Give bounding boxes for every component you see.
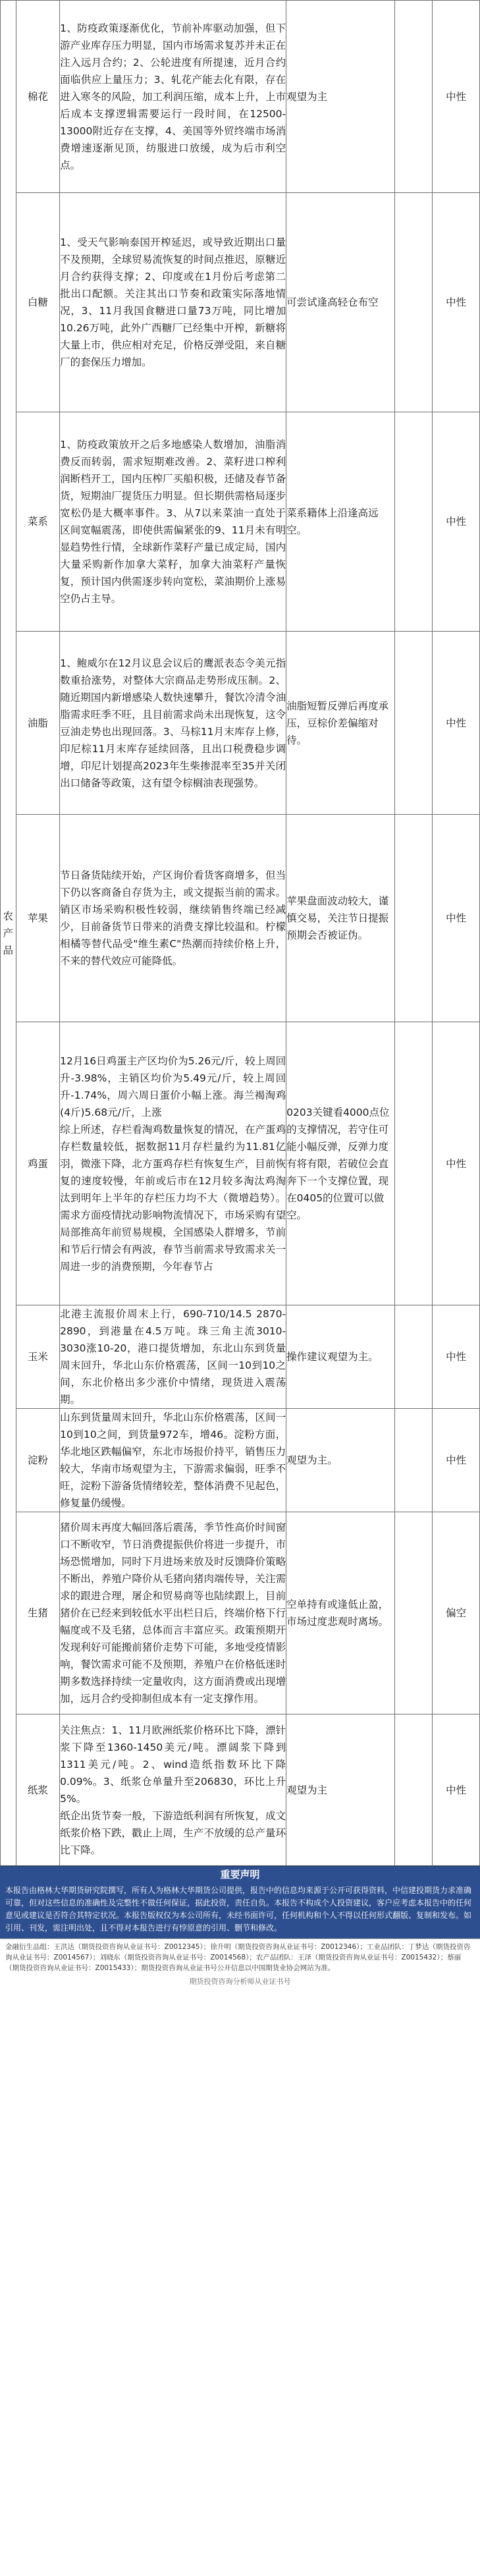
empty-cell: [394, 1714, 432, 1866]
commodity-name: 生猪: [16, 1512, 60, 1714]
disclaimer-body: 本报告由格林大华期货研究院撰写，所有人为格林大华期货公司提供，报告中的信息均来源于公开可获得资料，中信建投期货力求准确可靠，但对这些信息的准确性及完整性不做任何保证，据此投资，责任自负。本报告不构成个人投资建议，客户应考虑本报告中的任何意见或建议是否符合其特定状况。本报告版权仅为本公司所有，未经书面许可，任何机构和个人不得以任何形式翻版、复制和发布。如引用、刊发，需注明出处，且不得对本报告进行有悖原意的引用、删节和修改。: [0, 1883, 480, 1938]
strategy-cell: 苹果盘面波动较大，谨慎交易，关注节日提振预期会否被证伪。: [286, 815, 395, 1022]
analysis-cell: [60, 1022, 286, 1305]
strategy-cell: 观望为主: [286, 1, 395, 193]
strategy-cell: 可尝试逢高轻仓布空: [286, 193, 395, 412]
table-row: [1, 1409, 480, 1512]
strategy-cell: 0203关键看4000点位的支撑情况，若守住可能小幅反弹，反弹力度有将有限，若破位会直奔下一个支撑位置，现在0405的位置可以做空。: [286, 1022, 395, 1305]
commodity-name: 纸浆: [16, 1714, 60, 1866]
analysis-text: 关注焦点：1、11月欧洲纸浆价格环比下降，漂针浆下降至1360-1450美元/吨。漂阔浆下降到1311美元/吨。2、wind造纸指数环比下降0.09%。3、纸浆仓单量升至206830，环比上升5%。 纸企出货节奏一般，下游造纸利润有所恢复，成文纸浆价格下跌，戳止上周，生产不放缓的总产量环比下降。: [60, 1724, 286, 1856]
view-cell: 中性: [433, 632, 480, 815]
table-row: [1, 1, 480, 193]
table-row: [1, 193, 480, 412]
empty-cell: [394, 412, 432, 632]
analysis-cell: [60, 193, 286, 412]
footer: [0, 1866, 480, 1988]
analysis-cell: [60, 1, 286, 193]
empty-cell: [394, 1022, 432, 1305]
analysis-text: 北港主流报价周末上行，690-710/14.5 2870-2890，到港量在4.5万吨。珠三角主流3010-3030涨10-20，港口提货增加，东北山东到货量周末回升，华北山东价格震荡，区间一10到10之间，东北价格出多少涨价中情绪，现货进入震荡期。: [60, 1308, 286, 1406]
analysis-cell: [60, 1409, 286, 1512]
empty-cell: [394, 193, 432, 412]
commodity-name: 油脂: [16, 632, 60, 815]
view-cell: 中性: [433, 1714, 480, 1866]
analysis-cell: [60, 1305, 286, 1409]
strategy-cell: 油脂短暂反弹后再度承压，豆棕价差偏缩对待。: [286, 632, 395, 815]
table-row: [1, 1512, 480, 1714]
view-cell: 中性: [433, 412, 480, 632]
analyst-certificates: 金融衍生品组：王洪达（期货投资咨询从业证书号：Z0012345）；徐升明（期货投资咨询从业证书号：Z0012346）；工业品团队：丁梦达（期货投资咨询从业证书号：Z0014567）；刘晓东（期货投资咨询从业证书号：Z0014568）；农产品团队：王泽（期货投资咨询从业证书号：Z0015432）；蔡丽（期货投资咨询从业证书号：Z0015433）；期货投资咨询从业证书号公开信息以中国期货业协会网站为准。: [0, 1938, 480, 1976]
empty-cell: [394, 1409, 432, 1512]
commodity-name: 菜系: [16, 412, 60, 632]
empty-cell: [394, 815, 432, 1022]
analysis-text: 1、防疫政策放开之后多地感染人数增加，油脂消费反而转弱，需求短期难改善。2、菜籽进口榨利润断档开工，国内压榨厂买船积极，还储及春节备货，短期油厂提货压力明显。但长期供需格局逐步宽松仍是大概率事件。3、从7以来菜油一直处于区间宽幅震荡，即使供需偏紧张的9、11月未有明显趋势性行情，全球新作菜籽产量已成定局，国内大量采购新作加拿大菜籽，加拿大油菜籽产量恢复，预计国内供需逐步转向宽松，菜油期价上涨易空仍占主导。: [60, 439, 286, 605]
analysis-text: 1、受天气影响泰国开榨延迟，或导致近期出口量不及预期，全球贸易流恢复的时间点推迟，原糖近月合约获得支撑；2、印度或在1月份后考虑第二批出口配额。关注其出口节奏和政策实际落地情况，3、11月我国食糖进口量73万吨，同比增加10.26万吨，此外广西糖厂已经集中开榨，新糖将大量上市，供应相对充足，价格反弹受阻，来自糖厂的套保压力增加。: [60, 236, 286, 368]
empty-cell: [394, 632, 432, 815]
table-row: [1, 632, 480, 815]
view-cell: 中性: [433, 193, 480, 412]
view-cell: 偏空: [433, 1512, 480, 1714]
analysis-text: 山东到货量周末回升，华北山东价格震荡，区间一10到10之间，到货量972车，增46。淀粉方面，华北地区跌幅偏窄，东北市场报价持平，销售压力较大，华南市场观望为主，下游需求偏弱，旺季不旺，淀粉下游备货情绪较差，整体消费不见起色，修复量仍缓慢。: [60, 1411, 286, 1509]
analysis-text: 1、鲍威尔在12月议息会议后的鹰派表态令美元指数重拾涨势，对整体大宗商品走势形成压制。2、随近期国内新增感染人数快速攀升，餐饮冷清令油脂需求旺季不旺，且目前需求尚未出现恢复，这令豆油走势也出现回落。3、马棕11月末库存上修，印尼棕11月末库存延续回落，且出口税费稳步调增，印尼计划提高2023年生柴掺混率至35并关闭出口储备等政策，这有望令棕榈油表现强势。: [60, 657, 286, 789]
strategy-cell: 空单持有或逢低止盈，市场过度悲观时离场。: [286, 1512, 395, 1714]
strategy-cell: 菜系籍体上沿逢高远空。: [286, 412, 395, 632]
analysis-text: 猪价周末再度大幅回落后震荡，季节性高价时间窗口不断收窄，节日消费提振供价将进一步提升，市场恐慌增加，同时下月进场来放及时反馈降价策略不断出，养殖户降价从毛猪向猪肉端传导，关注需求的跟进合理，屠企和贸易商等也陆续跟上，目前猪价在已经来到较低水平出栏日后，终端价格下行幅度或不及毛猪，总体而言丰富应买。政策预期开发现利好可能搬前猪价走势下可能，多地受疫情影响，餐饮需求可能不及预期，养殖户在价格低迷时期多数选择持续一定量收肉，这方面消费或出现增加，远月合约受抑制但成本有一定支撑作用。: [60, 1521, 286, 1705]
view-cell: 中性: [433, 1, 480, 193]
analysis-text: 12月16日鸡蛋主产区均价为5.26元/斤，较上周回升-3.98%，主销区均价为5.49元/斤，较上周回升-1.74%，周六周日蛋价小幅上涨。海兰褐淘鸡(4斤)5.68元/斤，上涨 综上所述，存栏看淘鸡数量恢复的情况，在产蛋鸡存栏数量较低，据数据11月存栏量约为11.81亿羽，微涨下降，北方蛋鸡存栏有恢复生产，目前恢复的速度较慢，年前或后市在12月较多淘汰鸡淘汰到明年上半年的存栏压力均不大（微增趋势）。需求方面疫情扰动影响物流情况下，市场采购有望局部推高年前贸易规模，全国感染人群增多，节前和节后行情会有两波，春节当前需求导致需求关一周进一步的消费预期，今年春节占: [60, 1055, 286, 1273]
commodity-name: 苹果: [16, 815, 60, 1022]
empty-cell: [394, 1512, 432, 1714]
table-row: [1, 1022, 480, 1305]
empty-cell: [394, 1, 432, 193]
disclaimer-title: 重要声明: [0, 1866, 480, 1883]
analysis-cell: [60, 412, 286, 632]
table-row: [1, 412, 480, 632]
analysis-cell: [60, 1512, 286, 1714]
commodity-name: 棉花: [16, 1, 60, 193]
empty-cell: [394, 1305, 432, 1409]
view-cell: 中性: [433, 1022, 480, 1305]
commodity-name: 白糖: [16, 193, 60, 412]
view-cell: 中性: [433, 815, 480, 1022]
view-cell: 中性: [433, 1305, 480, 1409]
table-row: [1, 1305, 480, 1409]
analysis-text: 节日备货陆续开始，产区询价看货客商增多，但当下仍以客商备自存货为主，或文提振当前的需求。销区市场采购积极性较弱，继续销售终端已经减少，目前备货节日带来的消费支撑比较温和。柠檬相橘等替代品受"维生素C"热潮而持续价格上升，不来的替代效应可能降低。: [60, 869, 286, 967]
analysis-cell: [60, 815, 286, 1022]
analysis-cell: [60, 632, 286, 815]
analysis-text: 1、防疫政策逐渐优化，节前补库驱动加强，但下游产业库存压力明显，国内市场需求复苏并未正在注入远月合约；2、公轮进度有所提速，近月合约面临供应上量压力；3、轧花产能去化有限，存在进入寒冬的风险，加工利润压缩，成本上升，上市后成本支撑逻辑需要运行一段时间，在12500-13000附近存在支撑，4、美国等外贸终端市场消费增速逐渐见顶，纺服进口放缓，成为后市利空点。: [60, 22, 286, 171]
commodity-name: 玉米: [16, 1305, 60, 1409]
table-row: [1, 815, 480, 1022]
view-cell: 中性: [433, 1409, 480, 1512]
strategy-cell: 操作建议观望为主。: [286, 1305, 395, 1409]
table-row: [1, 1714, 480, 1866]
commodity-name: 淀粉: [16, 1409, 60, 1512]
analysis-cell: [60, 1714, 286, 1866]
footer-note: 期货投资咨询分析师从业证书号: [189, 1977, 291, 1986]
commodity-name: 鸡蛋: [16, 1022, 60, 1305]
strategy-cell: 观望为主。: [286, 1409, 395, 1512]
strategy-cell: 观望为主: [286, 1714, 395, 1866]
category-cell: 农产品: [1, 1, 16, 1866]
